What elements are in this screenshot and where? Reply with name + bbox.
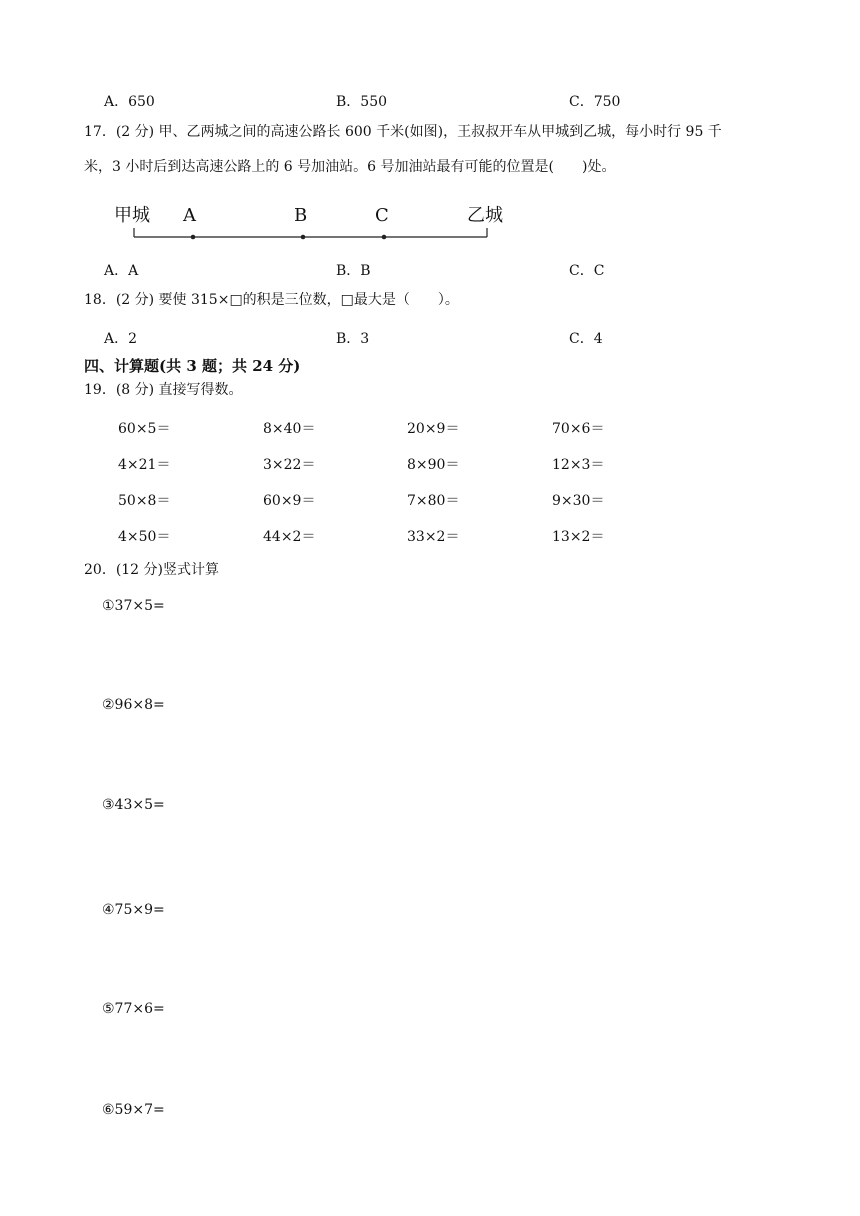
- q19-cell: 9×30＝: [552, 493, 605, 509]
- q19-cell: 12×3＝: [552, 457, 605, 473]
- q19-cell: 33×2＝: [407, 529, 460, 545]
- q19-cell: 8×40＝: [263, 421, 316, 437]
- q17-option-c: C．C: [569, 263, 605, 279]
- q20-item-6: ⑥59×7=: [102, 1102, 165, 1118]
- q19-cell: 44×2＝: [263, 529, 316, 545]
- q16-option-b: B．550: [336, 94, 388, 110]
- q19-cell: 4×21＝: [118, 457, 171, 473]
- q18-option-a: A．2: [104, 331, 138, 347]
- city-jia-label: 甲城: [114, 205, 150, 226]
- q19-cell: 13×2＝: [552, 529, 605, 545]
- highway-figure: [104, 198, 524, 244]
- q19-cell: 20×9＝: [407, 421, 460, 437]
- q16-option-c: C．750: [569, 94, 621, 110]
- point-b-label: B: [294, 205, 308, 226]
- q19-cell: 70×6＝: [552, 421, 605, 437]
- q17-option-b: B．B: [336, 263, 371, 279]
- point-c-label: C: [375, 205, 389, 226]
- point-a-label: A: [183, 205, 196, 226]
- section-4-title: 四、计算题(共 3 题；共 24 分): [84, 357, 301, 375]
- q20-item-1: ①37×5=: [102, 598, 165, 614]
- city-yi-label: 乙城: [467, 205, 503, 226]
- q19-cell: 60×9＝: [263, 493, 316, 509]
- q17-text-line1: 17．(2 分) 甲、乙两城之间的高速公路长 600 千米(如图)，王叔叔开车从甲城到乙城，每小时行 95 千: [84, 124, 722, 140]
- q19-cell: 8×90＝: [407, 457, 460, 473]
- q19-cell: 4×50＝: [118, 529, 171, 545]
- q18-text: 18．(2 分) 要使 315×□的积是三位数，□最大是（ ）。: [84, 292, 459, 308]
- q20-item-5: ⑤77×6=: [102, 1001, 165, 1017]
- q18-option-c: C．4: [569, 331, 603, 347]
- q16-option-a: A．650: [104, 94, 155, 110]
- q18-option-b: B．3: [336, 331, 370, 347]
- q20-item-3: ③43×5=: [102, 797, 165, 813]
- q19-cell: 7×80＝: [407, 493, 460, 509]
- q17-text-line2: 米，3 小时后到达高速公路上的 6 号加油站。6 号加油站最有可能的位置是( )处。: [84, 159, 616, 175]
- q19-cell: 60×5＝: [118, 421, 171, 437]
- q17-option-a: A．A: [104, 263, 139, 279]
- q20-item-2: ②96×8=: [102, 697, 165, 713]
- q19-title: 19．(8 分) 直接写得数。: [84, 382, 243, 398]
- q19-cell: 50×8＝: [118, 493, 171, 509]
- q20-item-4: ④75×9=: [102, 902, 165, 918]
- q20-title: 20．(12 分)竖式计算: [84, 562, 220, 578]
- q19-cell: 3×22＝: [263, 457, 316, 473]
- highway-line: [104, 198, 524, 244]
